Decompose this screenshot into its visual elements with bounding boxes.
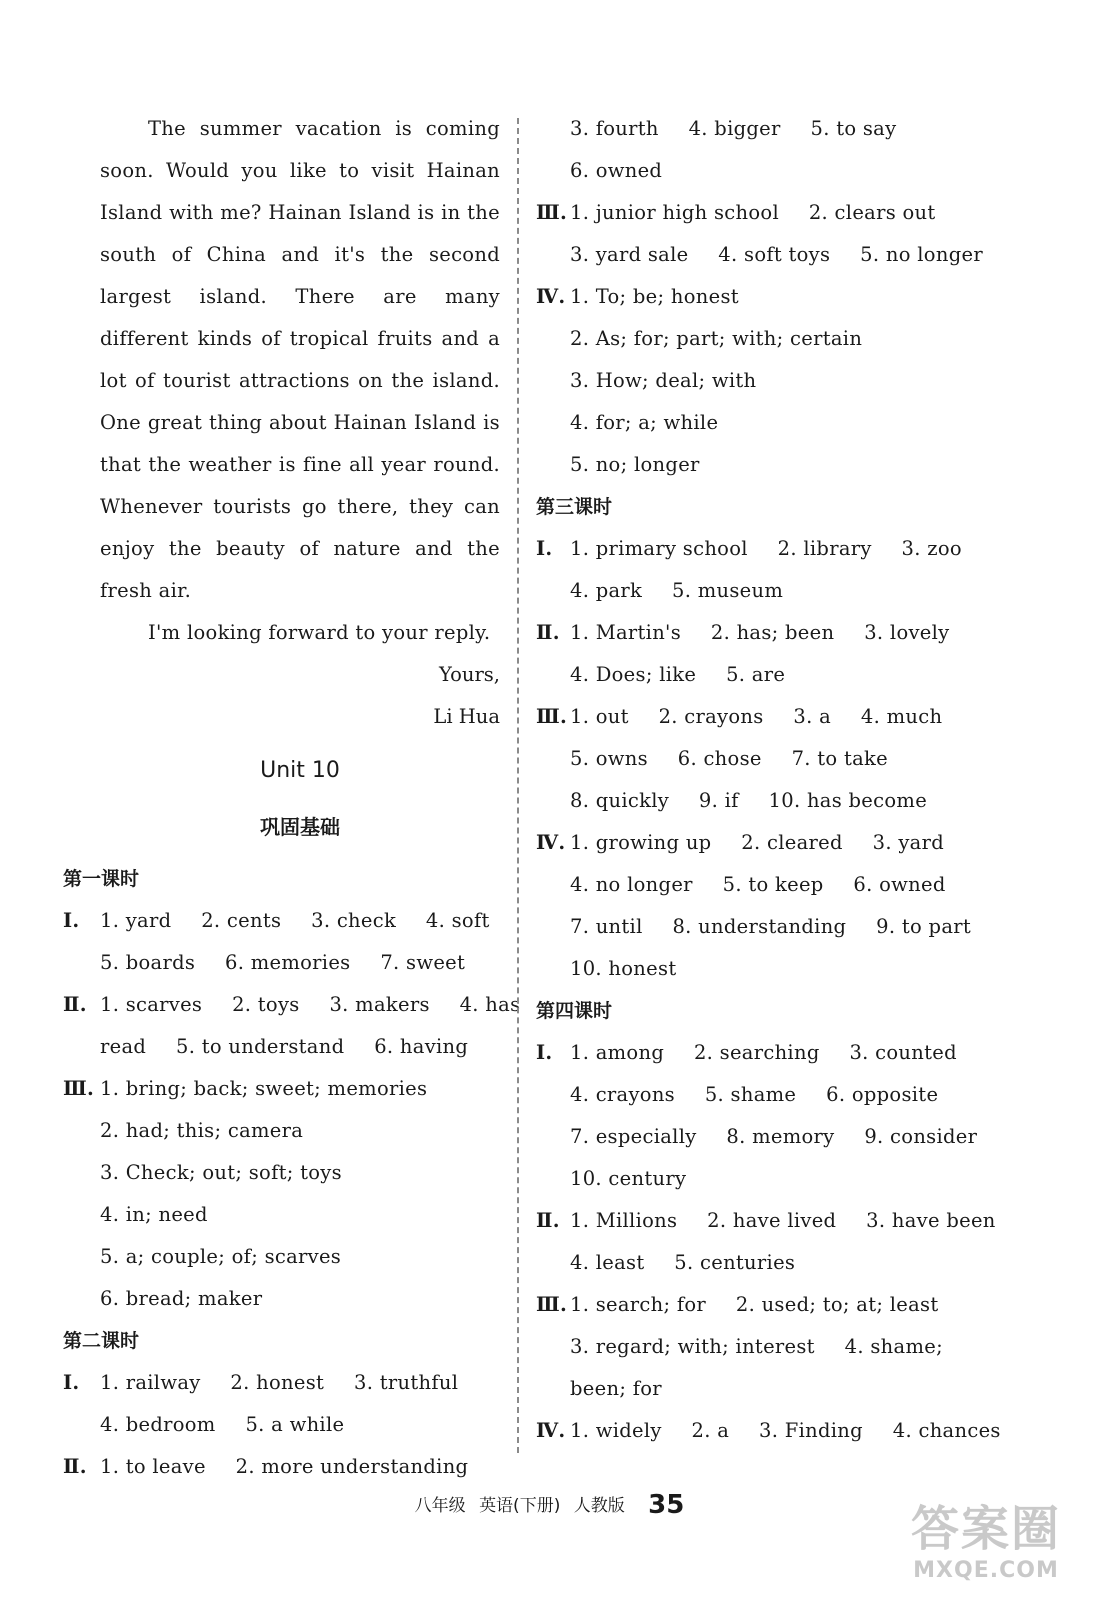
answer-text: 1. To; be; honest xyxy=(570,285,739,308)
answer-row xyxy=(536,1116,976,1158)
lesson3-answers xyxy=(536,528,976,990)
section-number: Ⅰ. xyxy=(63,1371,80,1394)
footer-subject: 英语(下册) xyxy=(479,1496,561,1516)
answer-text: 3. Check; out; soft; toys xyxy=(100,1161,342,1184)
answer-text: 3. How; deal; with xyxy=(570,369,757,392)
letter-closing-sentence: I'm looking forward to your reply. xyxy=(148,621,491,644)
answer-row xyxy=(536,402,976,444)
footer-edition: 人教版 xyxy=(573,1496,625,1516)
answer-text: 2. had; this; camera xyxy=(100,1119,304,1142)
answer-text: 4. in; need xyxy=(100,1203,208,1226)
answer-text: 1. growing up 2. cleared 3. yard xyxy=(570,831,944,854)
answer-row xyxy=(536,1074,976,1116)
watermark-url: MXQE.COM xyxy=(913,1558,1059,1583)
answer-text: 4. crayons 5. shame 6. opposite xyxy=(570,1083,939,1106)
answer-text: 4. park 5. museum xyxy=(570,579,784,602)
answer-text: 4. for; a; while xyxy=(570,411,719,434)
watermark-logo xyxy=(891,1500,1081,1595)
answer-text: 6. bread; maker xyxy=(100,1287,263,1310)
lesson1-heading: 第一课时 xyxy=(63,868,140,890)
lesson4-heading: 第四课时 xyxy=(536,1000,613,1022)
section-number: Ⅳ. xyxy=(536,831,566,854)
answer-text: 4. least 5. centuries xyxy=(570,1251,796,1274)
lesson3-heading: 第三课时 xyxy=(536,496,613,518)
answer-text: 10. century xyxy=(570,1167,687,1190)
answer-row xyxy=(536,1410,1001,1452)
answer-text: 1. to leave 2. more understanding xyxy=(100,1455,469,1478)
answer-row xyxy=(536,108,976,150)
answer-text: 5. no; longer xyxy=(570,453,700,476)
answer-text: 1. Martin's 2. has; been 3. lovely xyxy=(570,621,950,644)
answer-text: 3. regard; with; interest 4. shame; xyxy=(570,1335,943,1358)
answer-row xyxy=(100,1236,500,1278)
section-number: Ⅲ. xyxy=(536,705,568,728)
section-number: Ⅱ. xyxy=(536,1209,560,1232)
answer-row xyxy=(536,1158,976,1200)
answer-row xyxy=(100,1278,500,1320)
answer-text: 1. search; for 2. used; to; at; least xyxy=(570,1293,939,1316)
answer-row xyxy=(536,1368,976,1410)
answer-row xyxy=(536,696,976,738)
answer-text: 8. quickly 9. if 10. has become xyxy=(570,789,928,812)
answer-text: 7. especially 8. memory 9. consider xyxy=(570,1125,978,1148)
answer-text: 1. Millions 2. have lived 3. have been xyxy=(570,1209,996,1232)
answer-text: read 5. to understand 6. having xyxy=(100,1035,469,1058)
lesson4-answers xyxy=(536,1032,1001,1452)
answer-row xyxy=(536,360,976,402)
answer-text: 1. among 2. searching 3. counted xyxy=(570,1041,957,1064)
letter-paragraph: The summer vacation is coming soon. Would you like to visit Hainan Island with me? Hainan Island is in the south of China and it's the second largest island. There are many different kinds of tropical fruits and a lot of tourist attractions on the island. One great thing about Hainan Island is that the weather is fine all year round. Whenever tourists go there, they can enjoy the beauty of nature and the fresh air. xyxy=(100,117,500,602)
lesson2-heading: 第二课时 xyxy=(63,1330,140,1352)
answer-row xyxy=(536,738,976,780)
answer-row xyxy=(536,234,983,276)
section-number: Ⅲ. xyxy=(536,201,568,224)
right-column xyxy=(536,108,1001,1452)
answer-row xyxy=(100,942,500,984)
answer-text: 1. widely 2. a 3. Finding 4. chances xyxy=(570,1419,1001,1442)
answer-row xyxy=(100,1026,500,1068)
answer-text: 1. bring; back; sweet; memories xyxy=(100,1077,428,1100)
page-number: 35 xyxy=(648,1490,685,1520)
answer-row xyxy=(536,1326,976,1368)
answer-row xyxy=(536,612,976,654)
section-number: Ⅳ. xyxy=(536,285,566,308)
section-number: Ⅲ. xyxy=(536,1293,568,1316)
section-number: Ⅱ. xyxy=(63,993,87,1016)
answer-text: 4. no longer 5. to keep 6. owned xyxy=(570,873,946,896)
answer-row xyxy=(536,192,976,234)
section-number: Ⅳ. xyxy=(536,1419,566,1442)
answer-text: 2. As; for; part; with; certain xyxy=(570,327,863,350)
answer-row xyxy=(63,1446,500,1488)
letter-closing: Yours, xyxy=(438,663,500,686)
answer-text: 1. yard 2. cents 3. check 4. soft xyxy=(100,909,490,932)
answer-row xyxy=(100,1404,500,1446)
answer-row xyxy=(536,906,976,948)
answer-row xyxy=(63,900,500,942)
column-divider xyxy=(517,118,519,1453)
answer-text: 1. scarves 2. toys 3. makers 4. has xyxy=(100,993,521,1016)
unit-title: Unit 10 xyxy=(260,758,340,783)
answer-row xyxy=(536,528,976,570)
answer-row xyxy=(536,822,976,864)
answer-text: 3. fourth 4. bigger 5. to say xyxy=(570,117,897,140)
answer-row xyxy=(536,318,976,360)
answer-row xyxy=(536,1284,976,1326)
answer-row xyxy=(63,984,521,1026)
answer-text: 4. Does; like 5. are xyxy=(570,663,786,686)
lesson2-answers-right xyxy=(536,108,983,486)
answer-row xyxy=(63,1362,500,1404)
section-number: Ⅰ. xyxy=(536,1041,553,1064)
section-number: Ⅰ. xyxy=(63,909,80,932)
answer-text: 1. primary school 2. library 3. zoo xyxy=(570,537,962,560)
watermark-text: 答案圈 xyxy=(910,1501,1061,1557)
answer-text: 3. yard sale 4. soft toys 5. no longer xyxy=(570,243,983,266)
answer-row xyxy=(536,1032,976,1074)
answer-row xyxy=(536,1200,996,1242)
answer-row xyxy=(536,444,976,486)
lesson2-answers-left xyxy=(63,1362,500,1488)
section-number: Ⅱ. xyxy=(63,1455,87,1478)
answer-text: 6. owned xyxy=(570,159,663,182)
answer-row xyxy=(536,780,976,822)
answer-row xyxy=(536,864,976,906)
answer-text: 10. honest xyxy=(570,957,677,980)
answer-row xyxy=(63,1068,500,1110)
section-number: Ⅲ. xyxy=(63,1077,95,1100)
answer-row xyxy=(536,948,976,990)
answer-row xyxy=(536,1242,976,1284)
answer-text: 1. out 2. crayons 3. a 4. much xyxy=(570,705,943,728)
section-number: Ⅰ. xyxy=(536,537,553,560)
answer-row xyxy=(100,1152,500,1194)
section-number: Ⅱ. xyxy=(536,621,560,644)
answer-row xyxy=(536,654,976,696)
answer-row xyxy=(100,1194,500,1236)
letter-signature: Li Hua xyxy=(433,705,500,728)
answer-text: 1. junior high school 2. clears out xyxy=(570,201,936,224)
answer-row xyxy=(536,150,976,192)
answer-text: 5. boards 6. memories 7. sweet xyxy=(100,951,466,974)
answer-text: 1. railway 2. honest 3. truthful xyxy=(100,1371,459,1394)
answer-row xyxy=(536,276,976,318)
answer-text: 5. owns 6. chose 7. to take xyxy=(570,747,888,770)
answer-text: 7. until 8. understanding 9. to part xyxy=(570,915,972,938)
section-title: 巩固基础 xyxy=(260,815,340,839)
answer-row xyxy=(100,1110,500,1152)
answer-row xyxy=(536,570,976,612)
answer-text: been; for xyxy=(570,1377,662,1400)
footer-grade: 八年级 xyxy=(414,1496,466,1516)
answer-text: 4. bedroom 5. a while xyxy=(100,1413,345,1436)
lesson1-answers xyxy=(63,900,521,1320)
answer-text: 5. a; couple; of; scarves xyxy=(100,1245,342,1268)
left-column xyxy=(63,108,521,1488)
